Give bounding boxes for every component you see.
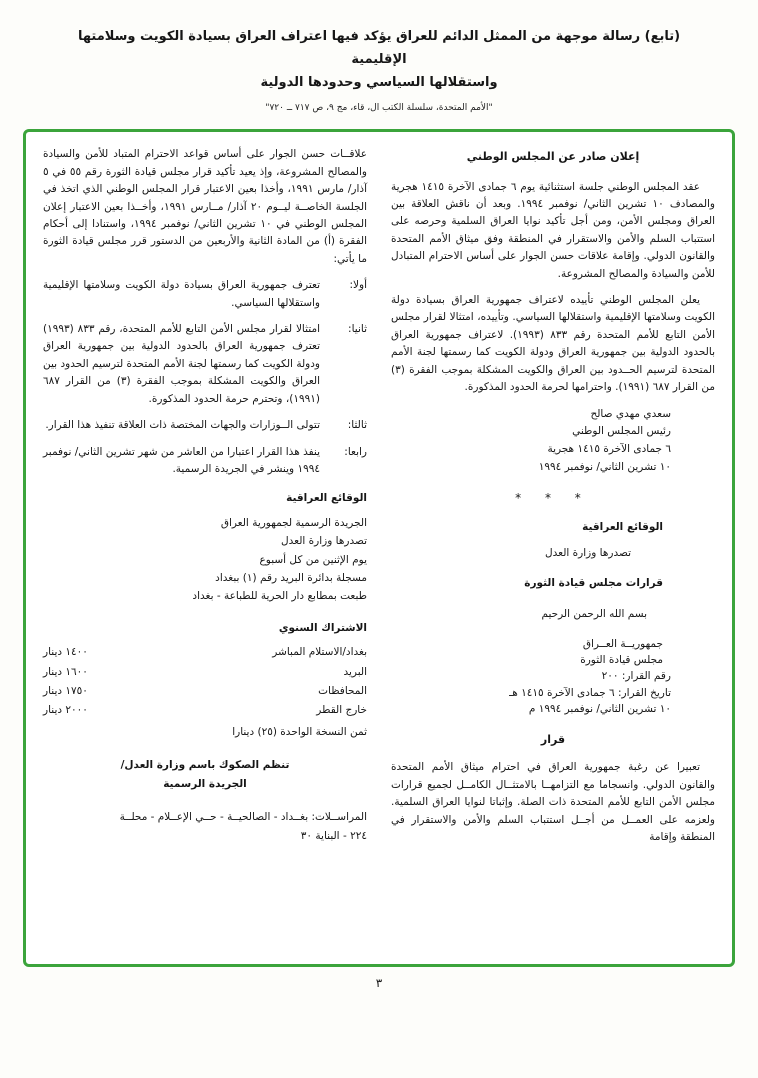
declaration-heading: إعلان صادر عن المجلس الوطني [466, 150, 640, 164]
document-title [49, 26, 709, 94]
item-3-text: تتولى الــوزارات والجهات المختصة ذات العلاقة تنفيذ هذا القرار. [45, 419, 320, 432]
item-2-text: امتثالا لقرار مجلس الأمن التابع للأمم المتحدة، رقم ٨٣٣ (١٩٩٣) تعترف جمهورية العراق بالحدود الدولية بين جمهورية العراق ودولة الكويت كما رسمتها لجنة الأمم المتحدة لترسيم الحدود بين العراق والكويت المشكلة بموجب الفقرة (٣) من القرار ٦٨٧ (١٩٩١)، وتحترم حرمة الحدود المذكورة. [43, 323, 321, 405]
rcc-decisions-line: قرارات مجلس قيادة الثورة [524, 577, 663, 590]
gazette-info-line-3: يوم الإثنين من كل أسبوع [259, 553, 367, 566]
item-3-label: ثالثا: [347, 419, 367, 432]
right-column [391, 146, 715, 956]
item-1-text: تعترف جمهورية العراق بسيادة دولة الكويت وسلامتها الإقليمية واستقلالها السياسي. [43, 279, 320, 309]
subscription-price-baghdad: ١٤٠٠ دينار [43, 646, 88, 659]
declaration-paragraph-1: عقد المجلس الوطني جلسة استثنائية يوم ٦ جمادى الآخرة ١٤١٥ هجرية والمصادف ١٠ تشرين الثاني/ نوفمبر ١٩٩٤. وبعد أن ناقش العلاقة بين العراق ومجلس الأمن، ومن أجل تأكيد نوايا العراق السلمية وحرصه على استتباب السلم والأمن والاستقرار في المنطقة وفق ميثاق الأمم المتحدة والقانون الدولي. وإقامة علاقات حسن الجوار على أساس الاحترام المتبادل للأمن والسيادة والمصالح المشروعة. [391, 180, 716, 280]
signature-title: رئيس المجلس الوطني [572, 425, 671, 438]
subscription-label-mail: البريد [343, 665, 367, 678]
cheques-block [43, 756, 367, 794]
document-title-line2: واستقلالها السياسي وحدودها الدولية [260, 74, 498, 90]
declaration-paragraph-2: يعلن المجلس الوطني تأييده لاعتراف جمهورية العراق بسيادة دولة الكويت وسلامتها الإقليمية واستقلالها السياسي. وتأييده، امتثالا لقرار مجلس الأمن التابع للأمم المتحدة رقم ٨٣٣ (١٩٩٣). لاعتراف جمهورية العراق بالحدود الدولية بين جمهورية العراق ودولة الكويت كما رسمتها لجنة الأمم المتحدة لترسيم الحــدود بين العراق والكويت المشكلة بموجب الفقرة (٣) من القرار ٦٨٧ (١٩٩١). واحترامها لحرمة الحدود المذكورة. [391, 294, 716, 394]
revolution-command-council-line: مجلس قيادة الثورة [580, 654, 663, 667]
decision-number-line: رقم القرار: ٢٠٠ [601, 670, 671, 683]
decision-item-3 [43, 417, 367, 434]
document-title-line1: (تابع) رسالة موجهة من الممثل الدائم للعراق يؤكد فيها اعتراف العراق بسيادة الكويت وسلامتها الإقليمية [77, 29, 681, 67]
signature-date-gregorian: ١٠ تشرين الثاني/ نوفمبر ١٩٩٤ [538, 461, 671, 474]
iraqi-gazette-heading: الوقائع العراقية [582, 520, 663, 533]
subscription-heading: الاشتراك السنوي [278, 621, 367, 634]
gazette-info-line-1: الجريدة الرسمية لجمهورية العراق [220, 516, 367, 529]
subscription-price-abroad: ٢٠٠٠ دينار [43, 704, 88, 717]
gazette-info-line-5: طبعت بمطابع دار الحرية للطباعة - بغداد [192, 590, 367, 603]
decision-item-4 [43, 444, 367, 479]
decision-preamble-paragraph: تعبيرا عن رغبة جمهورية العراق في احترام ميثاق الأمم المتحدة والقانون الدولي. وانسجاما مع التزامهــا بالامتثــال الكامــل لجميع قرارات مجلس الأمن التابع للأمم المتحدة ذات الصلة. وإثباتا لنوايا العراق السلمية. ولعزمه على العمــل من أجــل استتباب السلم والأمن والاستقرار في المنطقة وإقامة [391, 761, 715, 844]
correspondence-line-2: ٢٢٤ - البناية ٣٠ [300, 829, 367, 842]
gazette-info-line-4: مسجلة بدائرة البريد رقم (١) ببغداد [215, 571, 367, 584]
issued-by-line: تصدرها وزارة العدل [545, 547, 631, 560]
signature-date-hijri: ٦ جمادى الآخرة ١٤١٥ هجرية [547, 443, 671, 456]
preamble-continuation-paragraph: علاقــات حسن الجوار على أساس قواعد الاحترام المتباد للأمن والسيادة والمصالح المشروعة، وإذ يعيد تأكيد قرار مجلس قيادة الثورة رقم ٥٥ في ٥ آذار/ مارس ١٩٩١، وأخذا بعين الاعتبار قرار المجلس الوطني الذي اتخذ في الجلسة الخاصــة ليــوم ٢٠ آذار/ مــارس ١٩٩١، وأخــذا بعين الاعتبار إعلان المجلس الوطني في ١٠ تشرين الثاني/ نوفمبر ١٩٩٤، واستنادا إلى أحكام الفقرة (أ) من المادة الثانية والأربعين من الدستور قرر مجلس قيادة الثورة ما يأتي: [43, 148, 368, 265]
correspondence-line-1: المراســلات: بغــداد - الصالحيــة - حــي الإعــلام - محلــة [119, 811, 367, 824]
item-1-label: أولا: [349, 279, 367, 292]
cheques-line-2: الجريدة الرسمية [163, 778, 247, 791]
single-copy-price-line: ثمن النسخة الواحدة (٢٥) دينارا [232, 725, 367, 738]
decision-date-hijri-line: تاريخ القرار: ٦ جمادى الآخرة ١٤١٥ هـ [509, 686, 671, 699]
correspondence-block [43, 808, 367, 846]
subscription-row-abroad [43, 701, 367, 720]
gazette-info-heading: الوقائع العراقية [286, 492, 367, 505]
subscription-label-abroad: خارج القطر [316, 704, 367, 717]
republic-of-iraq-line: جمهوريــة العــراق [582, 637, 663, 650]
decision-heading: قرار [540, 733, 566, 747]
gazette-info-line-2: تصدرها وزارة العدل [281, 535, 367, 548]
subscription-row-mail [43, 663, 367, 682]
left-column [43, 146, 367, 956]
signature-name: سعدي مهدي صالح [590, 407, 671, 420]
subscription-label-governorates: المحافظات [318, 684, 367, 697]
subscription-row-baghdad [43, 643, 367, 662]
cheques-line-1: تنظم الصكوك باسم وزارة العدل/ [120, 759, 290, 772]
page-number: ٣ [375, 976, 383, 990]
document-source-citation: "الأمم المتحدة، سلسلة الكتب ال، قاء، مج ٩، ص ٧١٧ ــ ٧٢٠" [265, 103, 493, 114]
subscription-price-mail: ١٦٠٠ دينار [43, 665, 88, 678]
item-4-label: رابعا: [344, 445, 367, 458]
section-divider-stars: * * * [515, 490, 591, 505]
basmala-line: بسم الله الرحمن الرحيم [541, 607, 647, 620]
decision-item-2 [43, 321, 367, 408]
subscription-label-baghdad: بغداد/الاستلام المباشر [272, 646, 367, 659]
decision-item-1 [43, 277, 367, 312]
subscription-price-governorates: ١٧٥٠ دينار [43, 684, 88, 697]
item-2-label: ثانيا: [348, 323, 367, 336]
signature-block [391, 406, 715, 477]
bordered-content-box [23, 129, 735, 967]
document-header [0, 0, 758, 113]
item-4-text: ينفذ هذا القرار اعتبارا من العاشر من شهر تشرين الثاني/ نوفمبر ١٩٩٤ وينشر في الجريدة الرسمية. [43, 445, 320, 475]
decision-date-gregorian-line: ١٠ تشرين الثاني/ نوفمبر ١٩٩٤ م [528, 702, 671, 715]
subscription-row-governorates [43, 682, 367, 701]
